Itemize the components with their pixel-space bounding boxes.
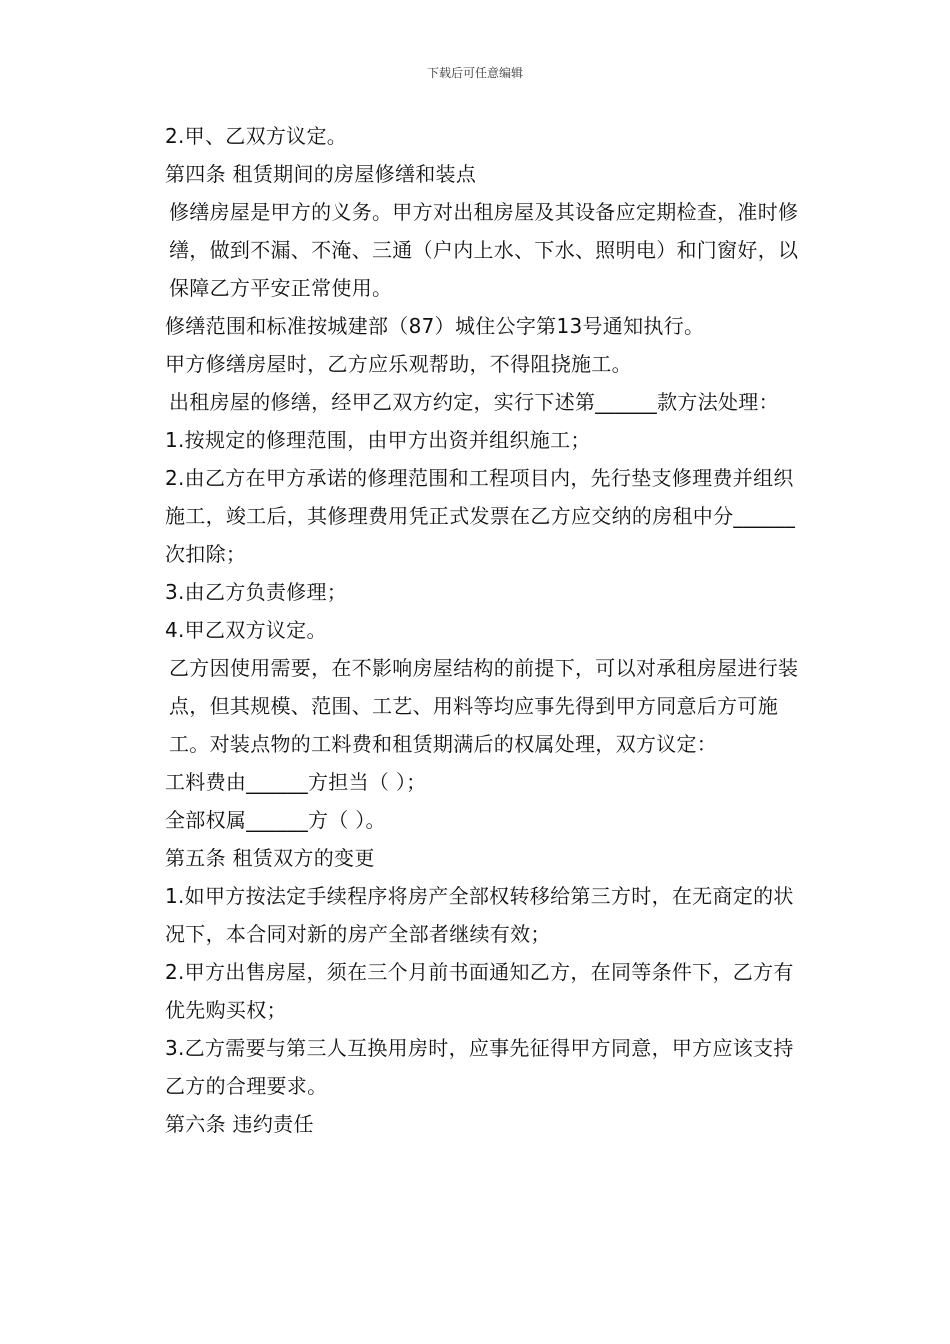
paragraph: 乙方因使用需要，在不影响房屋结构的前提下，可以对承租房屋进行装点，但其规模、范围、工艺、用料等均应事先得到甲方同意后方可施工。对装点物的工料费和租赁期满后的权属处理，双方议定：	[169, 656, 799, 756]
paragraph: 修缮范围和标准按城建部（87）城住公字第13号通知执行。	[165, 314, 705, 338]
paragraph: 甲方修缮房屋时，乙方应乐观帮助，不得阻挠施工。	[165, 352, 632, 376]
list-item: 2.由乙方在甲方承诺的修理范围和工程项目内，先行垫支修理费并组织施工，竣工后，其修理费用凭正式发票在乙方应交纳的房租中分______次扣除；	[165, 466, 796, 566]
paragraph: 全部权属______方（ ）。	[165, 808, 386, 832]
section-heading: 第六条 违约责任	[165, 1112, 314, 1136]
paragraph: 出租房屋的修缮，经甲乙双方约定，实行下述第______款方法处理：	[169, 390, 779, 414]
page-header: 下载后可任意编辑	[426, 66, 523, 80]
document-body	[145, 117, 810, 1143]
list-item: 4.甲乙双方议定。	[165, 618, 327, 642]
list-item: 3.乙方需要与第三人互换用房时，应事先征得甲方同意，甲方应该支持乙方的合理要求。	[165, 1036, 794, 1098]
paragraph: 修缮房屋是甲方的义务。甲方对出租房屋及其设备应定期检查，准时修缮，做到不漏、不淹、三通（户内上水、下水、照明电）和门窗好，以保障乙方平安正常使用。	[169, 200, 799, 300]
section-heading: 第四条 租赁期间的房屋修缮和装点	[165, 162, 477, 186]
list-item: 1.如甲方按法定手续程序将房产全部权转移给第三方时，在无商定的状况下，本合同对新的房产全部者继续有效；	[165, 884, 794, 946]
paragraph: 工料费由______方担当（ ）；	[165, 770, 427, 794]
section-heading: 第五条 租赁双方的变更	[165, 846, 375, 870]
paragraph: 2.甲、乙双方议定。	[165, 124, 348, 148]
list-item: 3.由乙方负责修理；	[165, 580, 348, 604]
list-item: 1.按规定的修理范围，由甲方出资并组织施工；	[165, 428, 591, 452]
list-item: 2.甲方出售房屋，须在三个月前书面通知乙方，在同等条件下，乙方有优先购买权；	[165, 960, 794, 1022]
